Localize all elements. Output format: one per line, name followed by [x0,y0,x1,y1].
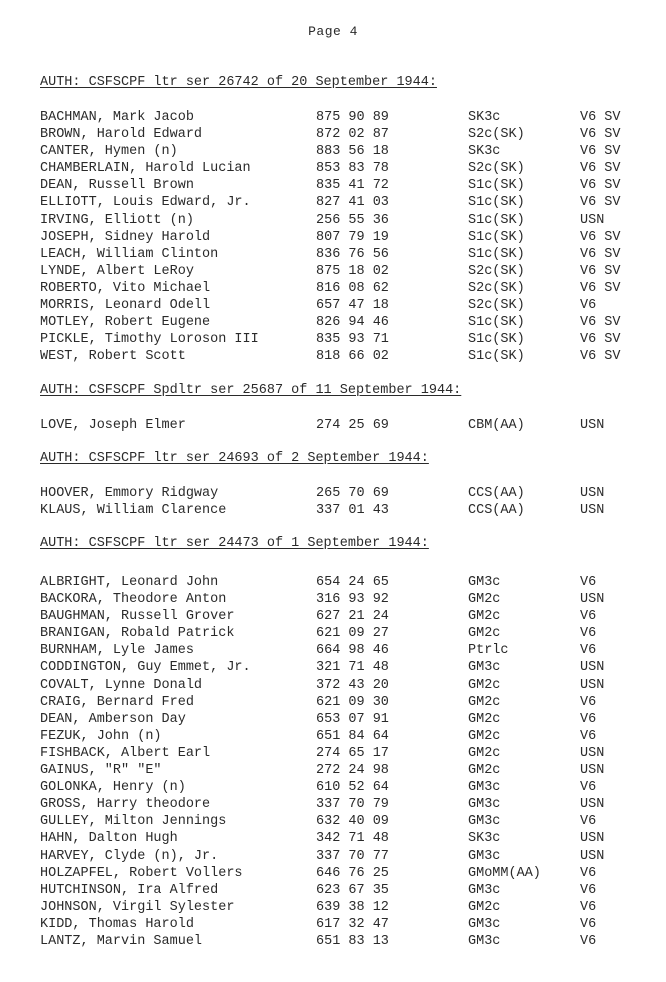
personnel-row [40,830,640,847]
classification: V6 SV [580,263,621,279]
service-number: 621 09 27 [316,626,389,642]
person-name: BRANIGAN, Robald Patrick [40,626,235,642]
rate: GM2c [468,745,501,761]
classification: V6 [580,865,597,881]
auth-heading: AUTH: CSFSCPF ltr ser 26742 of 20 September 1944: [40,75,437,90]
person-name: HARVEY, Clyde (n), Jr. [40,848,219,864]
classification: USN [580,677,605,693]
classification: V6 [580,882,597,898]
classification: V6 SV [580,332,621,348]
rate: S2c(SK) [468,263,525,279]
classification: V6 [580,694,597,710]
person-name: CANTER, Hymen (n) [40,144,178,160]
classification: USN [580,212,605,228]
person-name: DEAN, Amberson Day [40,711,186,727]
classification: USN [580,848,605,864]
classification: V6 [580,916,597,932]
rate: CBM(AA) [468,418,525,433]
personnel-row [40,574,640,591]
person-name: BURNHAM, Lyle James [40,643,194,659]
service-number: 654 24 65 [316,575,389,590]
personnel-row [40,694,640,711]
service-number: 853 83 78 [316,161,389,177]
personnel-row [40,677,640,694]
personnel-row [40,160,640,177]
service-number: 256 55 36 [316,212,389,228]
personnel-row [40,711,640,728]
classification: V6 SV [580,110,621,125]
service-number: 617 32 47 [316,916,389,932]
service-number: 827 41 03 [316,195,389,211]
personnel-row [40,608,640,625]
service-number: 337 70 79 [316,797,389,813]
service-number: 875 90 89 [316,110,389,125]
classification: USN [580,592,605,608]
rate: S1c(SK) [468,195,525,211]
rate: S2c(SK) [468,161,525,177]
personnel-list [40,574,640,950]
auth-section-2 [40,382,640,434]
classification: V6 [580,575,597,590]
personnel-row [40,229,640,246]
personnel-row [40,762,640,779]
classification: V6 SV [580,127,621,143]
person-name: MOTLEY, Robert Eugene [40,315,211,331]
rate: GM2c [468,677,501,693]
personnel-row [40,745,640,762]
service-number: 651 83 13 [316,933,389,949]
auth-section-3 [40,450,640,519]
classification: USN [580,797,605,813]
auth-section-4 [40,535,640,950]
rate: S1c(SK) [468,246,525,262]
person-name: HOOVER, Emmory Ridgway [40,486,219,501]
rate: GM2c [468,899,501,915]
personnel-row [40,212,640,229]
personnel-row [40,297,640,314]
person-name: ALBRIGHT, Leonard John [40,575,219,590]
personnel-row [40,126,640,143]
person-name: WEST, Robert Scott [40,349,186,365]
rate: GM2c [468,609,501,625]
person-name: BROWN, Harold Edward [40,127,203,143]
person-name: LOVE, Joseph Elmer [40,418,186,433]
personnel-row [40,417,640,434]
classification: V6 [580,711,597,727]
person-name: KLAUS, William Clarence [40,503,227,519]
personnel-row [40,485,640,502]
person-name: IRVING, Elliott (n) [40,212,194,228]
service-number: 883 56 18 [316,144,389,160]
classification: USN [580,763,605,779]
service-number: 664 98 46 [316,643,389,659]
rate: GM3c [468,882,501,898]
person-name: BACHMAN, Mark Jacob [40,110,194,125]
classification: V6 SV [580,246,621,262]
classification: V6 [580,609,597,625]
personnel-row [40,331,640,348]
service-number: 265 70 69 [316,486,389,501]
classification: V6 SV [580,178,621,194]
person-name: FEZUK, John (n) [40,728,162,744]
person-name: GULLEY, Milton Jennings [40,814,227,830]
rate: GM2c [468,711,501,727]
personnel-row [40,263,640,280]
service-number: 657 47 18 [316,298,389,314]
personnel-row [40,813,640,830]
personnel-row [40,109,640,126]
rate: GM3c [468,797,501,813]
person-name: CODDINGTON, Guy Emmet, Jr. [40,660,251,676]
personnel-list [40,417,640,434]
person-name: BAUGHMAN, Russell Grover [40,609,235,625]
auth-heading: AUTH: CSFSCPF ltr ser 24693 of 2 September 1944: [40,451,429,466]
personnel-row [40,591,640,608]
rate: S2c(SK) [468,280,525,296]
service-number: 272 24 98 [316,763,389,779]
service-number: 342 71 48 [316,831,389,847]
personnel-row [40,143,640,160]
service-number: 826 94 46 [316,315,389,331]
rate: S1c(SK) [468,229,525,245]
person-name: GROSS, Harry theodore [40,797,211,813]
rate: GM2c [468,728,501,744]
person-name: CHAMBERLAIN, Harold Lucian [40,161,251,177]
person-name: JOSEPH, Sidney Harold [40,229,211,245]
classification: USN [580,745,605,761]
rate: GM3c [468,933,501,949]
rate: S1c(SK) [468,212,525,228]
person-name: GOLONKA, Henry (n) [40,780,186,796]
person-name: LANTZ, Marvin Samuel [40,933,203,949]
service-number: 321 71 48 [316,660,389,676]
service-number: 835 93 71 [316,332,389,348]
classification: V6 [580,899,597,915]
personnel-row [40,246,640,263]
personnel-row [40,642,640,659]
service-number: 807 79 19 [316,229,389,245]
person-name: DEAN, Russell Brown [40,178,194,194]
personnel-row [40,194,640,211]
rate: GM3c [468,780,501,796]
classification: USN [580,418,605,433]
rate: GM3c [468,848,501,864]
service-number: 646 76 25 [316,865,389,881]
classification: V6 SV [580,144,621,160]
auth-heading: AUTH: CSFSCPF Spdltr ser 25687 of 11 September 1944: [40,383,462,398]
rate: GM2c [468,694,501,710]
service-number: 274 25 69 [316,418,389,433]
rate: GM3c [468,660,501,676]
personnel-row [40,796,640,813]
person-name: KIDD, Thomas Harold [40,916,194,932]
service-number: 623 67 35 [316,882,389,898]
classification: V6 [580,298,597,314]
classification: V6 [580,643,597,659]
service-number: 835 41 72 [316,178,389,194]
classification: USN [580,503,605,519]
personnel-row [40,177,640,194]
rate: S1c(SK) [468,349,525,365]
classification: V6 [580,728,597,744]
rate: S2c(SK) [468,127,525,143]
service-number: 651 84 64 [316,728,389,744]
personnel-row [40,848,640,865]
rate: GM2c [468,592,501,608]
service-number: 816 08 62 [316,280,389,296]
service-number: 372 43 20 [316,677,389,693]
person-name: ROBERTO, Vito Michael [40,280,211,296]
service-number: 610 52 64 [316,780,389,796]
rate: GM2c [468,626,501,642]
service-number: 875 18 02 [316,263,389,279]
person-name: LEACH, William Clinton [40,246,219,262]
rate: S1c(SK) [468,332,525,348]
rate: GM3c [468,575,501,590]
person-name: HUTCHINSON, Ira Alfred [40,882,219,898]
person-name: BACKORA, Theodore Anton [40,592,227,608]
person-name: MORRIS, Leonard Odell [40,298,211,314]
service-number: 632 40 09 [316,814,389,830]
person-name: LYNDE, Albert LeRoy [40,263,194,279]
personnel-row [40,502,640,519]
personnel-row [40,659,640,676]
person-name: HAHN, Dalton Hugh [40,831,178,847]
classification: USN [580,660,605,676]
personnel-list [40,109,640,365]
personnel-list [40,485,640,519]
rate: S2c(SK) [468,298,525,314]
personnel-row [40,728,640,745]
person-name: GAINUS, "R" "E" [40,763,162,779]
classification: V6 [580,814,597,830]
person-name: JOHNSON, Virgil Sylester [40,899,235,915]
service-number: 337 01 43 [316,503,389,519]
rate: GM3c [468,814,501,830]
classification: V6 SV [580,349,621,365]
rate: SK3c [468,831,501,847]
personnel-row [40,348,640,365]
classification: V6 SV [580,195,621,211]
personnel-row [40,933,640,950]
personnel-row [40,280,640,297]
rate: GM2c [468,763,501,779]
service-number: 836 76 56 [316,246,389,262]
service-number: 337 70 77 [316,848,389,864]
service-number: 872 02 87 [316,127,389,143]
classification: V6 SV [580,229,621,245]
personnel-row [40,779,640,796]
service-number: 818 66 02 [316,349,389,365]
rate: GMoMM(AA) [468,865,541,881]
rate: SK3c [468,144,501,160]
person-name: PICKLE, Timothy Loroson III [40,332,259,348]
rate: Ptrlc [468,643,509,659]
service-number: 627 21 24 [316,609,389,625]
rate: CCS(AA) [468,486,525,501]
person-name: HOLZAPFEL, Robert Vollers [40,865,243,881]
service-number: 639 38 12 [316,899,389,915]
service-number: 653 07 91 [316,711,389,727]
personnel-row [40,625,640,642]
rate: SK3c [468,110,501,125]
service-number: 621 09 30 [316,694,389,710]
rate: S1c(SK) [468,178,525,194]
person-name: CRAIG, Bernard Fred [40,694,194,710]
rate: S1c(SK) [468,315,525,331]
person-name: COVALT, Lynne Donald [40,677,203,693]
auth-section-1 [40,74,640,365]
service-number: 274 65 17 [316,745,389,761]
service-number: 316 93 92 [316,592,389,608]
auth-heading: AUTH: CSFSCPF ltr ser 24473 of 1 September 1944: [40,536,429,551]
personnel-row [40,865,640,882]
classification: V6 SV [580,161,621,177]
classification: USN [580,486,605,501]
classification: V6 [580,780,597,796]
page-number: Page 4 [308,24,358,39]
classification: V6 SV [580,315,621,331]
classification: V6 [580,626,597,642]
personnel-row [40,314,640,331]
personnel-row [40,882,640,899]
classification: USN [580,831,605,847]
person-name: ELLIOTT, Louis Edward, Jr. [40,195,251,211]
personnel-row [40,916,640,933]
classification: V6 SV [580,280,621,296]
rate: CCS(AA) [468,503,525,519]
classification: V6 [580,933,597,949]
person-name: FISHBACK, Albert Earl [40,745,211,761]
personnel-row [40,899,640,916]
rate: GM3c [468,916,501,932]
